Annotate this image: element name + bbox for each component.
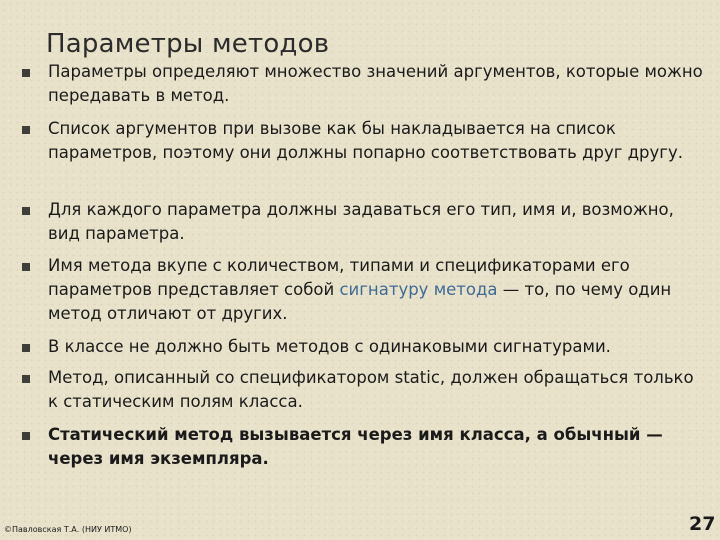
square-bullet-icon (22, 126, 30, 134)
bullet-text: Статический метод вызывается через имя класса, а обычный — через имя экземпляра. (48, 425, 663, 468)
bullet-text: В классе не должно быть методов с одинаковыми сигнатурами. (48, 337, 611, 356)
bullet-text-part: — то, по чему один метод отличают от других. (48, 280, 672, 323)
square-bullet-icon (22, 375, 30, 383)
bullet-text (48, 254, 708, 326)
bullet-text: Параметры определяют множество значений аргументов, которые можно передавать в метод. (48, 62, 703, 105)
footer-copyright: ©Павловская Т.А. (НИУ ИТМО) (4, 525, 132, 534)
bullet-text: Метод, описанный со спецификатором static, должен обращаться только к статическим полям класса. (48, 368, 694, 411)
page-number: 27 (689, 513, 716, 535)
square-bullet-icon (22, 69, 30, 77)
term-signature: сигнатуру метода (339, 280, 498, 299)
slide-title: Параметры методов (46, 29, 330, 60)
square-bullet-icon (22, 432, 30, 440)
bullet-text: Для каждого параметра должны задаваться его тип, имя и, возможно, вид параметра. (48, 200, 674, 243)
square-bullet-icon (22, 344, 30, 352)
bullet-text-part: Имя метода вкупе с количеством, типами и спецификаторами его параметров представляет собой (48, 256, 630, 299)
square-bullet-icon (22, 263, 30, 271)
bullet-text: Список аргументов при вызове как бы накладывается на список параметров, поэтому они должны попарно соответствовать друг другу. (48, 119, 683, 162)
square-bullet-icon (22, 207, 30, 215)
